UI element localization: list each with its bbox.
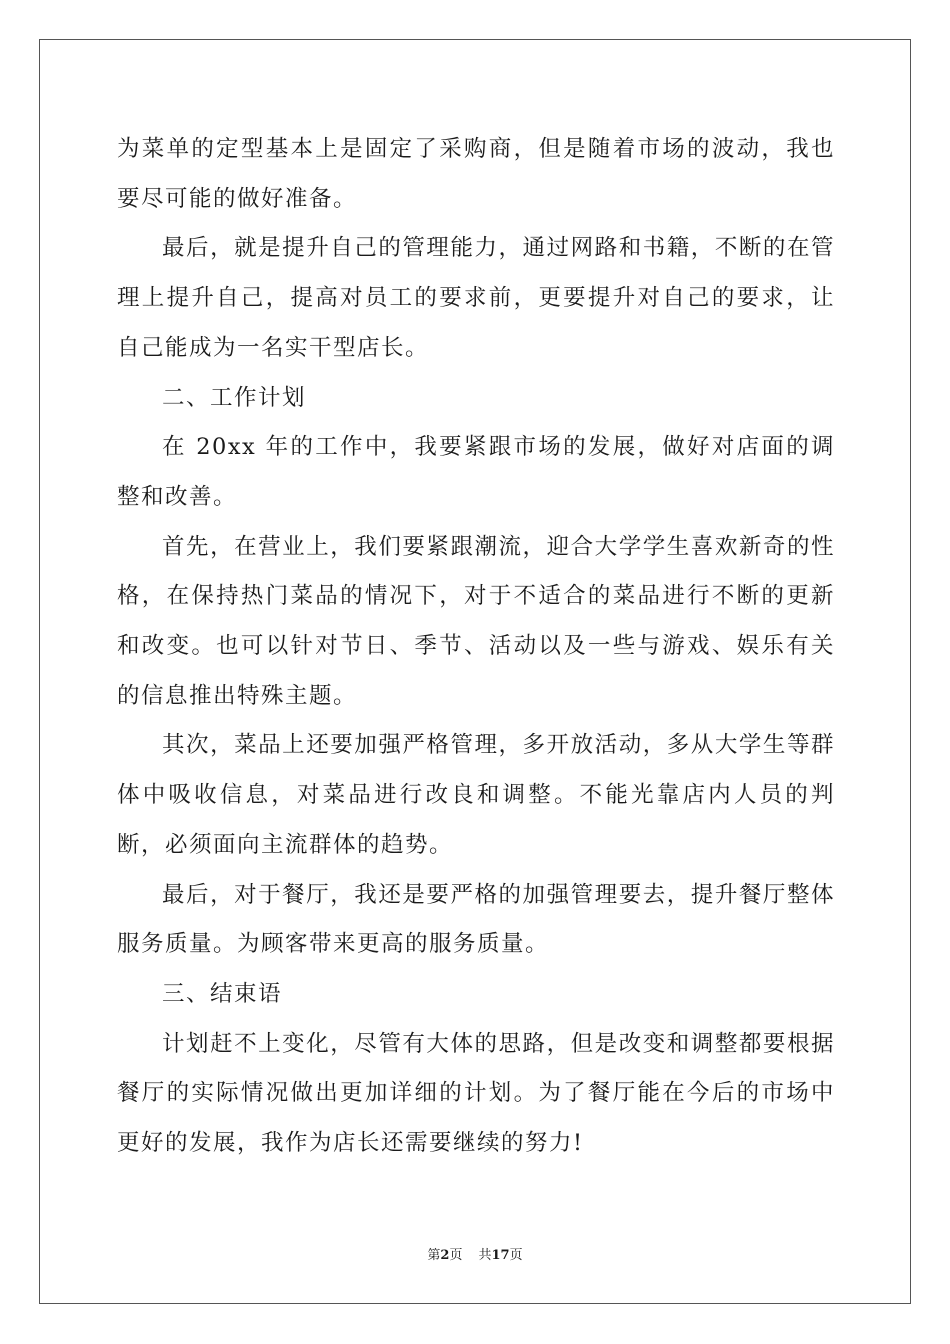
paragraph-plan-intro: 在 20xx 年的工作中，我要紧跟市场的发展，做好对店面的调整和改善。 [117, 434, 835, 510]
total-pages: 17 [491, 1248, 510, 1263]
page-footer [0, 1247, 950, 1265]
paragraph-plan-first: 首先，在营业上，我们要紧跟潮流，迎合大学学生喜欢新奇的性格，在保持热门菜品的情况下，对于不适合的菜品进行不断的更新和改变。也可以针对节日、季节、活动以及一些与游戏、娱乐有关的信息推出特殊主题。 [117, 533, 835, 709]
total-prefix: 共 [478, 1248, 492, 1263]
document-body [117, 125, 835, 1169]
paragraph-plan-last: 最后，对于餐厅，我还是要严格的加强管理要去，提升餐厅整体服务质量。为顾客带来更高的服务质量。 [117, 881, 835, 958]
paragraph-continuation: 为菜单的定型基本上是固定了采购商，但是随着市场的波动，我也要尽可能的做好准备。 [117, 136, 835, 212]
page-suffix: 页 [449, 1248, 463, 1263]
section-heading-conclusion: 三、结束语 [162, 980, 283, 1007]
paragraph-plan-second: 其次，菜品上还要加强严格管理，多开放活动，多从大学生等群体中吸收信息，对菜品进行改良和调整。不能光靠店内人员的判断，必须面向主流群体的趋势。 [117, 732, 835, 858]
paragraph-management-ability: 最后，就是提升自己的管理能力，通过网路和书籍，不断的在管理上提升自己，提高对员工的要求前，更要提升对自己的要求，让自己能成为一名实干型店长。 [117, 235, 835, 361]
page-number: 2 [440, 1248, 450, 1263]
section-heading-work-plan: 二、工作计划 [162, 384, 307, 411]
total-suffix: 页 [509, 1248, 523, 1263]
paragraph-conclusion: 计划赶不上变化，尽管有大体的思路，但是改变和调整都要根据餐厅的实际情况做出更加详细的计划。为了餐厅能在今后的市场中更好的发展，我作为店长还需要继续的努力! [117, 1030, 835, 1157]
page-prefix: 第 [427, 1248, 441, 1263]
